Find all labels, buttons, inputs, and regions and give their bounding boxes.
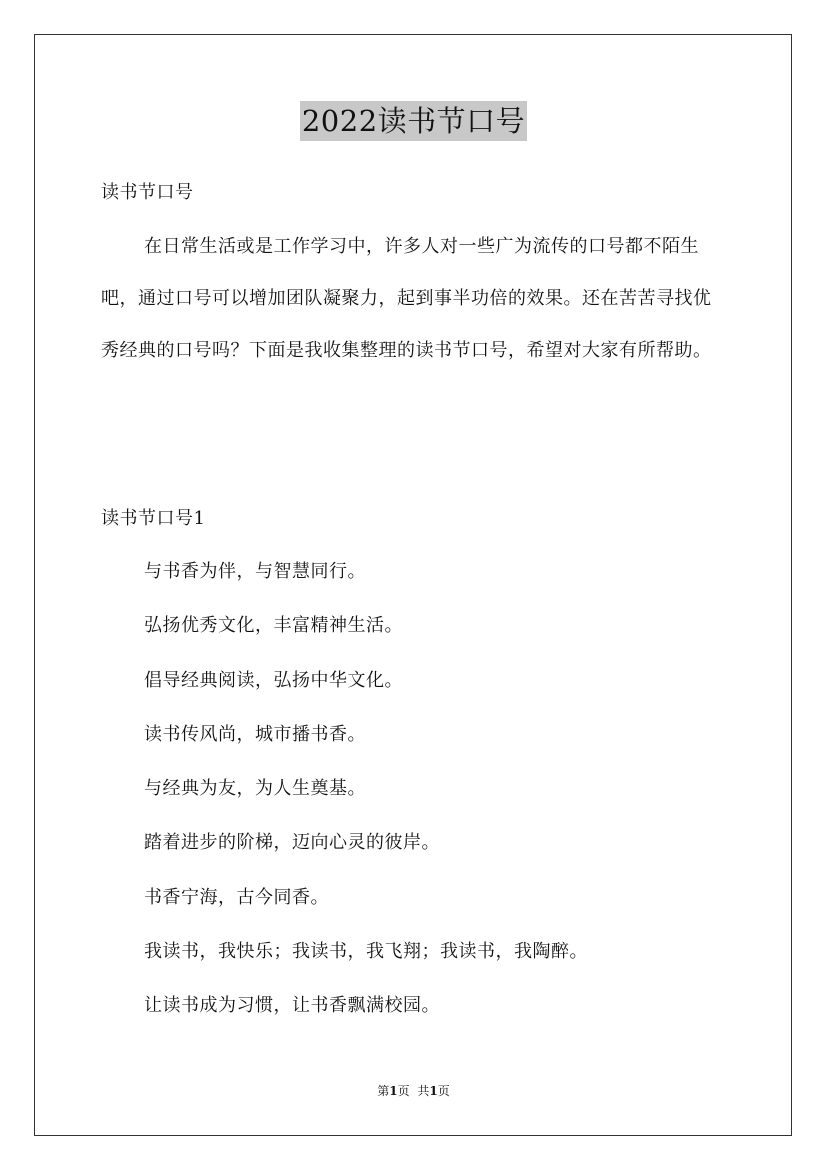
slogan-item: 倡导经典阅读，弘扬中华文化。 — [144, 669, 403, 691]
page-footer — [0, 1083, 827, 1099]
slogan-item: 与书香为伴，与智慧同行。 — [144, 561, 366, 582]
slogan-item: 书香宁海，古今同香。 — [144, 886, 329, 908]
slogan-item: 与经典为友，为人生奠基。 — [144, 778, 366, 800]
footer-page-suffix: 页 — [397, 1084, 410, 1098]
footer-total-prefix: 共 — [417, 1084, 430, 1098]
slogan-list — [144, 558, 588, 1047]
footer-page-number: 1 — [389, 1084, 398, 1098]
slogan-item: 让读书成为习惯，让书香飘满校园。 — [144, 995, 440, 1017]
footer-total-suffix: 页 — [437, 1084, 450, 1098]
footer-page-prefix: 第 — [377, 1084, 390, 1098]
slogan-item: 读书传风尚，城市播书香。 — [144, 723, 366, 745]
footer-total-pages: 1 — [429, 1084, 438, 1098]
document-subtitle: 读书节口号 — [101, 182, 194, 203]
title-container — [0, 101, 827, 141]
section-heading: 读书节口号1 — [101, 508, 206, 529]
slogan-item: 弘扬优秀文化，丰富精神生活。 — [144, 615, 403, 637]
slogan-item: 我读书，我快乐；我读书，我飞翔；我读书，我陶醉。 — [144, 941, 588, 963]
slogan-item: 踏着进步的阶梯，迈向心灵的彼岸。 — [144, 832, 440, 854]
intro-paragraph: 在日常生活或是工作学习中，许多人对一些广为流传的口号都不陌生吧，通过口号可以增加团队凝聚力，起到事半功倍的效果。还在苦苦寻找优秀经典的口号吗？下面是我收集整理的读书节口号，希望对大家有所帮助。 — [101, 236, 712, 361]
document-title: 2022读书节口号 — [300, 101, 527, 141]
